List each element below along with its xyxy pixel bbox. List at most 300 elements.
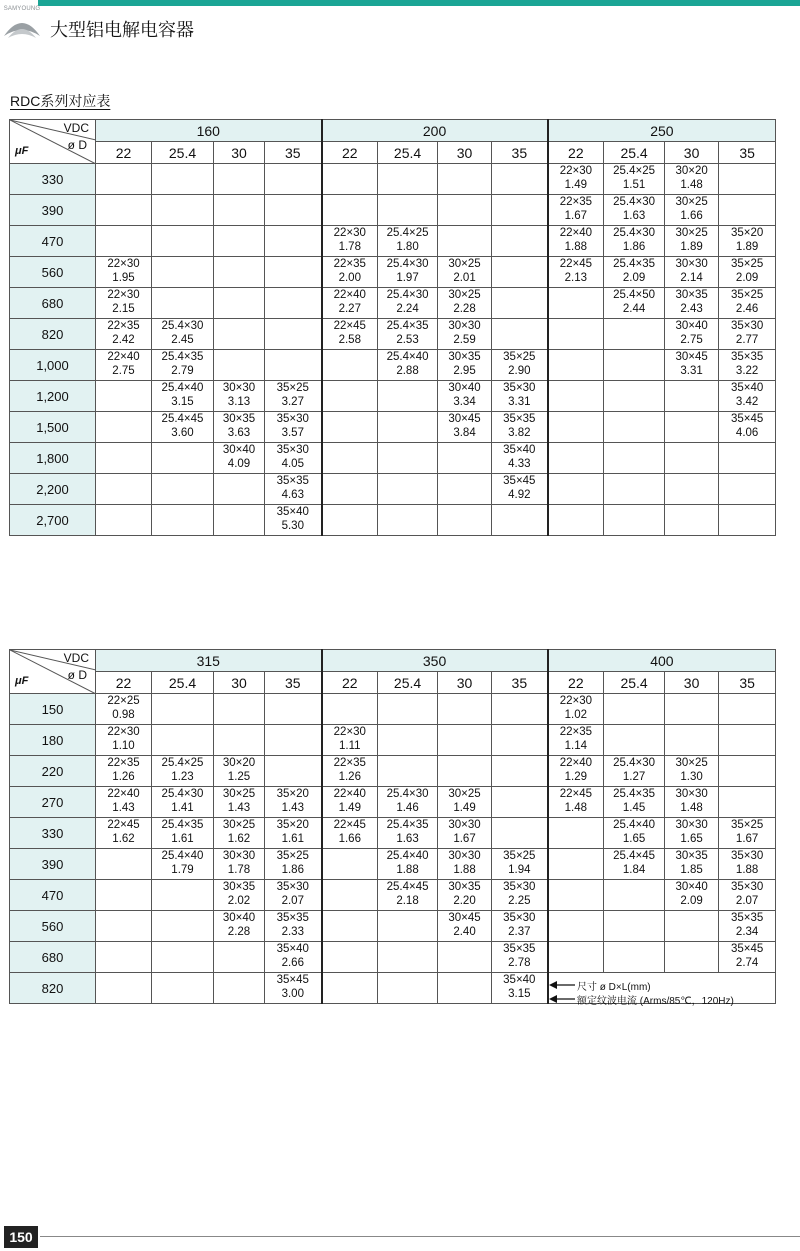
ripple-current: 1.30 [680,771,703,783]
spec-cell [378,694,438,725]
size-dimension: 35×45 [730,413,764,425]
spec-cell [96,195,152,226]
spec-cell [492,694,548,725]
spec-cell [548,880,604,911]
spec-cell [378,350,438,381]
diameter-header: 30 [665,672,719,694]
capacitance-label: 390 [10,849,96,880]
spec-cell [378,474,438,505]
spec-cell [438,694,492,725]
spec-cell [665,756,719,787]
size-dimension: 30×20 [222,757,256,769]
size-dimension: 30×45 [448,413,481,425]
ripple-current: 2.14 [680,272,703,284]
ripple-current: 1.61 [171,833,194,845]
ripple-current: 2.78 [508,957,531,969]
spec-cell [492,412,548,443]
ripple-current: 1.49 [453,802,476,814]
spec-cell [548,381,604,412]
ripple-current: 3.27 [281,396,304,408]
size-dimension: 25.4×40 [386,850,429,862]
ripple-current: 1.65 [622,833,646,845]
spec-cell [265,195,322,226]
spec-cell [548,257,604,288]
spec-cell [214,505,265,536]
ripple-current: 1.45 [622,802,646,814]
spec-cell [214,787,265,818]
size-dimension: 30×25 [675,757,708,769]
footer-rule [40,1236,800,1237]
table-row [10,756,776,787]
ripple-current: 1.78 [227,864,251,876]
size-dimension: 30×25 [222,819,256,831]
spec-cell [438,381,492,412]
diameter-header: 22 [322,672,378,694]
ripple-current: 3.42 [735,396,759,408]
spec-cell [265,381,322,412]
spec-cell [719,942,776,973]
ripple-current: 1.48 [680,802,703,814]
spec-cell [378,319,438,350]
spec-cell [604,288,665,319]
spec-cell [604,849,665,880]
spec-cell [604,474,665,505]
spec-cell [492,381,548,412]
spec-cell [604,505,665,536]
ripple-current: 2.46 [735,303,759,315]
size-dimension: 22×45 [559,788,592,800]
size-dimension: 25.4×40 [613,819,656,831]
spec-cell [719,412,776,443]
spec-cell [265,257,322,288]
table-row [10,787,776,818]
spec-cell [719,787,776,818]
size-dimension: 22×40 [333,289,366,301]
spec-cell [548,787,604,818]
spec-cell [265,725,322,756]
size-dimension: 25.4×25 [613,165,656,177]
spec-cell [438,911,492,942]
spec-cell [438,756,492,787]
spec-cell [322,849,378,880]
table-row [10,911,776,942]
size-dimension: 30×30 [448,819,481,831]
spec-cell [322,818,378,849]
ripple-current: 2.28 [227,926,251,938]
size-dimension: 35×20 [276,788,309,800]
spec-cell [214,880,265,911]
size-dimension: 25.4×35 [161,819,204,831]
ripple-current: 2.20 [453,895,476,907]
page-number: 150 [4,1226,38,1248]
size-dimension: 30×35 [675,850,708,862]
spec-cell [96,880,152,911]
size-dimension: 25.4×30 [386,289,429,301]
spec-cell [265,849,322,880]
spec-cell [604,911,665,942]
spec-cell [438,849,492,880]
table-row [10,350,776,381]
size-dimension: 22×25 [107,695,140,707]
spec-cell [438,942,492,973]
size-dimension: 30×25 [222,788,256,800]
spec-cell [265,226,322,257]
spec-cell [378,505,438,536]
ripple-current: 2.53 [396,334,419,346]
spec-cell [548,195,604,226]
spec-cell [214,412,265,443]
logo-text: SAMYOUNG [3,6,41,12]
size-dimension: 35×30 [276,881,309,893]
size-dimension: 22×35 [333,757,366,769]
diameter-header: 25.4 [152,672,214,694]
size-dimension: 22×30 [333,726,366,738]
spec-cell [719,694,776,725]
size-dimension: 30×40 [448,382,481,394]
spec-cell [719,880,776,911]
spec-cell [492,350,548,381]
size-dimension: 35×40 [730,382,764,394]
diameter-header: 22 [548,142,604,164]
spec-cell [378,195,438,226]
spec-cell [214,195,265,226]
spec-cell [665,942,719,973]
ripple-current: 1.97 [396,272,419,284]
spec-cell [719,849,776,880]
spec-cell [604,725,665,756]
size-dimension: 30×30 [675,819,708,831]
spec-cell [492,226,548,257]
spec-cell [604,226,665,257]
spec-cell [719,443,776,474]
ripple-current: 1.88 [564,241,588,253]
table-row [10,381,776,412]
diameter-header: 25.4 [378,672,438,694]
ripple-current: 3.60 [171,427,194,439]
spec-cell [719,911,776,942]
spec-cell [96,756,152,787]
size-dimension: 25.4×40 [161,850,204,862]
spec-cell [152,880,214,911]
ripple-current: 2.44 [622,303,646,315]
table-row [10,319,776,350]
spec-cell [152,818,214,849]
size-dimension: 25.4×30 [613,227,656,239]
spec-cell [492,756,548,787]
voltage-header: 200 [322,120,548,142]
corner-capacitance-label: μF [15,145,29,157]
spec-cell [438,257,492,288]
spec-cell [214,226,265,257]
capacitance-label: 2,700 [10,505,96,536]
spec-cell [438,474,492,505]
size-dimension: 25.4×45 [161,413,204,425]
diameter-header: 30 [214,142,265,164]
ripple-current: 3.63 [227,427,251,439]
spec-cell [214,725,265,756]
capacitance-label: 470 [10,880,96,911]
size-dimension: 22×45 [333,819,366,831]
size-dimension: 22×30 [107,726,140,738]
ripple-current: 1.65 [680,833,703,845]
size-dimension: 30×35 [222,881,256,893]
spec-cell [265,164,322,195]
spec-cell [492,257,548,288]
size-dimension: 25.4×30 [161,788,204,800]
spec-cell [265,942,322,973]
spec-cell [604,880,665,911]
spec-cell [96,787,152,818]
ripple-current: 1.86 [622,241,646,253]
spec-cell [604,787,665,818]
spec-cell [438,973,492,1004]
voltage-header: 315 [96,650,322,672]
corner-header [10,120,96,164]
rdc-table-1 [9,119,776,536]
ripple-current: 1.88 [396,864,419,876]
capacitance-label: 270 [10,787,96,818]
size-dimension: 22×30 [107,289,140,301]
ripple-current: 1.86 [281,864,304,876]
spec-cell [378,288,438,319]
ripple-current: 4.09 [227,458,251,470]
table-row [10,694,776,725]
size-dimension: 35×20 [276,819,309,831]
size-dimension: 30×35 [675,289,708,301]
spec-cell [665,787,719,818]
table-row [10,725,776,756]
spec-cell [322,474,378,505]
spec-cell [719,319,776,350]
spec-cell [719,195,776,226]
ripple-current: 3.31 [508,396,531,408]
spec-cell [96,849,152,880]
spec-cell [378,911,438,942]
size-dimension: 22×40 [559,227,592,239]
table-row [10,474,776,505]
spec-cell [378,381,438,412]
spec-cell [548,694,604,725]
spec-cell [492,787,548,818]
size-dimension: 25.4×25 [386,227,429,239]
ripple-current: 1.63 [622,210,646,222]
size-dimension: 25.4×35 [613,788,656,800]
capacitance-label: 330 [10,818,96,849]
spec-cell [214,911,265,942]
spec-cell [322,350,378,381]
spec-cell [665,818,719,849]
diameter-header: 22 [322,142,378,164]
ripple-current: 3.15 [508,988,531,1000]
ripple-current: 1.80 [396,241,419,253]
ripple-current: 2.28 [453,303,476,315]
capacitance-label: 680 [10,288,96,319]
size-dimension: 35×25 [730,258,764,270]
spec-cell [548,474,604,505]
ripple-current: 1.48 [564,802,588,814]
ripple-current: 2.25 [508,895,531,907]
spec-cell [438,880,492,911]
spec-cell [96,164,152,195]
size-dimension: 30×25 [448,788,481,800]
spec-cell [214,942,265,973]
spec-cell [438,787,492,818]
spec-cell [265,880,322,911]
spec-cell [438,505,492,536]
ripple-current: 2.66 [281,957,304,969]
spec-cell [438,319,492,350]
spec-cell [152,973,214,1004]
table-row [10,942,776,973]
ripple-current: 2.34 [735,926,759,938]
size-dimension: 25.4×30 [386,258,429,270]
table-row [10,412,776,443]
size-dimension: 30×30 [675,788,708,800]
spec-cell [548,412,604,443]
spec-cell [152,694,214,725]
size-dimension: 35×25 [503,850,536,862]
legend-ripple-label: 额定纹波电流 (Arms/85℃，120Hz) [577,996,734,1007]
ripple-current: 2.77 [735,334,759,346]
spec-cell [492,195,548,226]
ripple-current: 2.09 [680,895,703,907]
capacitance-label: 820 [10,319,96,350]
spec-cell [265,911,322,942]
spec-cell [214,756,265,787]
spec-cell [438,195,492,226]
spec-cell [96,505,152,536]
spec-cell [604,942,665,973]
ripple-current: 3.82 [508,427,531,439]
spec-cell [548,350,604,381]
spec-cell [719,474,776,505]
ripple-current: 2.58 [338,334,361,346]
spec-cell [378,412,438,443]
spec-cell [214,164,265,195]
ripple-current: 1.43 [112,802,135,814]
spec-cell [548,443,604,474]
diameter-header: 30 [438,142,492,164]
capacitance-label: 330 [10,164,96,195]
spec-cell [604,164,665,195]
size-dimension: 30×40 [222,912,256,924]
spec-cell [322,288,378,319]
size-dimension: 35×25 [730,819,764,831]
ripple-current: 1.51 [622,179,646,191]
size-dimension: 25.4×35 [613,258,656,270]
spec-cell [665,257,719,288]
size-dimension: 30×45 [675,351,708,363]
size-dimension: 25.4×35 [161,351,204,363]
spec-cell [265,443,322,474]
table-row [10,164,776,195]
size-dimension: 25.4×40 [161,382,204,394]
spec-cell [322,725,378,756]
spec-cell [265,474,322,505]
spec-cell [322,443,378,474]
spec-cell [96,319,152,350]
size-dimension: 25.4×25 [161,757,204,769]
size-dimension: 25.4×40 [386,351,429,363]
spec-cell [492,474,548,505]
spec-cell [378,787,438,818]
ripple-current: 2.43 [680,303,703,315]
capacitance-label: 1,200 [10,381,96,412]
spec-cell [322,694,378,725]
spec-cell [214,350,265,381]
size-dimension: 22×40 [559,757,592,769]
spec-cell [438,443,492,474]
spec-cell [322,756,378,787]
corner-capacitance-label: μF [15,675,29,687]
size-dimension: 30×40 [675,320,708,332]
size-dimension: 22×30 [559,165,592,177]
spec-cell [265,412,322,443]
ripple-current: 1.43 [281,802,304,814]
spec-cell [96,973,152,1004]
spec-cell [548,942,604,973]
size-dimension: 35×40 [276,506,309,518]
spec-cell [152,226,214,257]
ripple-current: 1.26 [338,771,361,783]
ripple-current: 1.66 [680,210,703,222]
spec-cell [719,257,776,288]
spec-cell [96,412,152,443]
spec-cell [96,288,152,319]
spec-cell [604,443,665,474]
spec-cell [548,505,604,536]
diameter-header: 22 [548,672,604,694]
spec-cell [492,911,548,942]
spec-cell [214,973,265,1004]
size-dimension: 25.4×35 [386,819,429,831]
capacitance-label: 150 [10,694,96,725]
spec-cell [96,257,152,288]
spec-cell [492,942,548,973]
ripple-current: 2.01 [453,272,476,284]
legend-size-label: 尺寸 ø D×L(mm) [577,982,651,993]
size-dimension: 30×35 [448,351,481,363]
capacitance-label: 560 [10,257,96,288]
spec-cell [322,257,378,288]
spec-cell [548,288,604,319]
spec-cell [152,911,214,942]
size-dimension: 35×35 [503,943,536,955]
size-dimension: 30×25 [675,227,708,239]
spec-cell [378,849,438,880]
spec-cell [214,319,265,350]
spec-cell [492,849,548,880]
size-dimension: 22×45 [333,320,366,332]
spec-cell [548,911,604,942]
spec-cell [214,443,265,474]
ripple-current: 4.92 [508,489,531,501]
ripple-current: 1.89 [680,241,703,253]
spec-cell [604,756,665,787]
ripple-current: 1.66 [338,833,361,845]
spec-cell [492,818,548,849]
spec-cell [665,849,719,880]
spec-cell [378,725,438,756]
size-dimension: 22×30 [333,227,366,239]
spec-cell [265,787,322,818]
size-dimension: 22×35 [107,757,140,769]
ripple-current: 3.22 [735,365,759,377]
ripple-current: 1.14 [564,740,588,752]
capacitance-label: 1,500 [10,412,96,443]
ripple-current: 2.90 [508,365,531,377]
spec-cell [665,412,719,443]
